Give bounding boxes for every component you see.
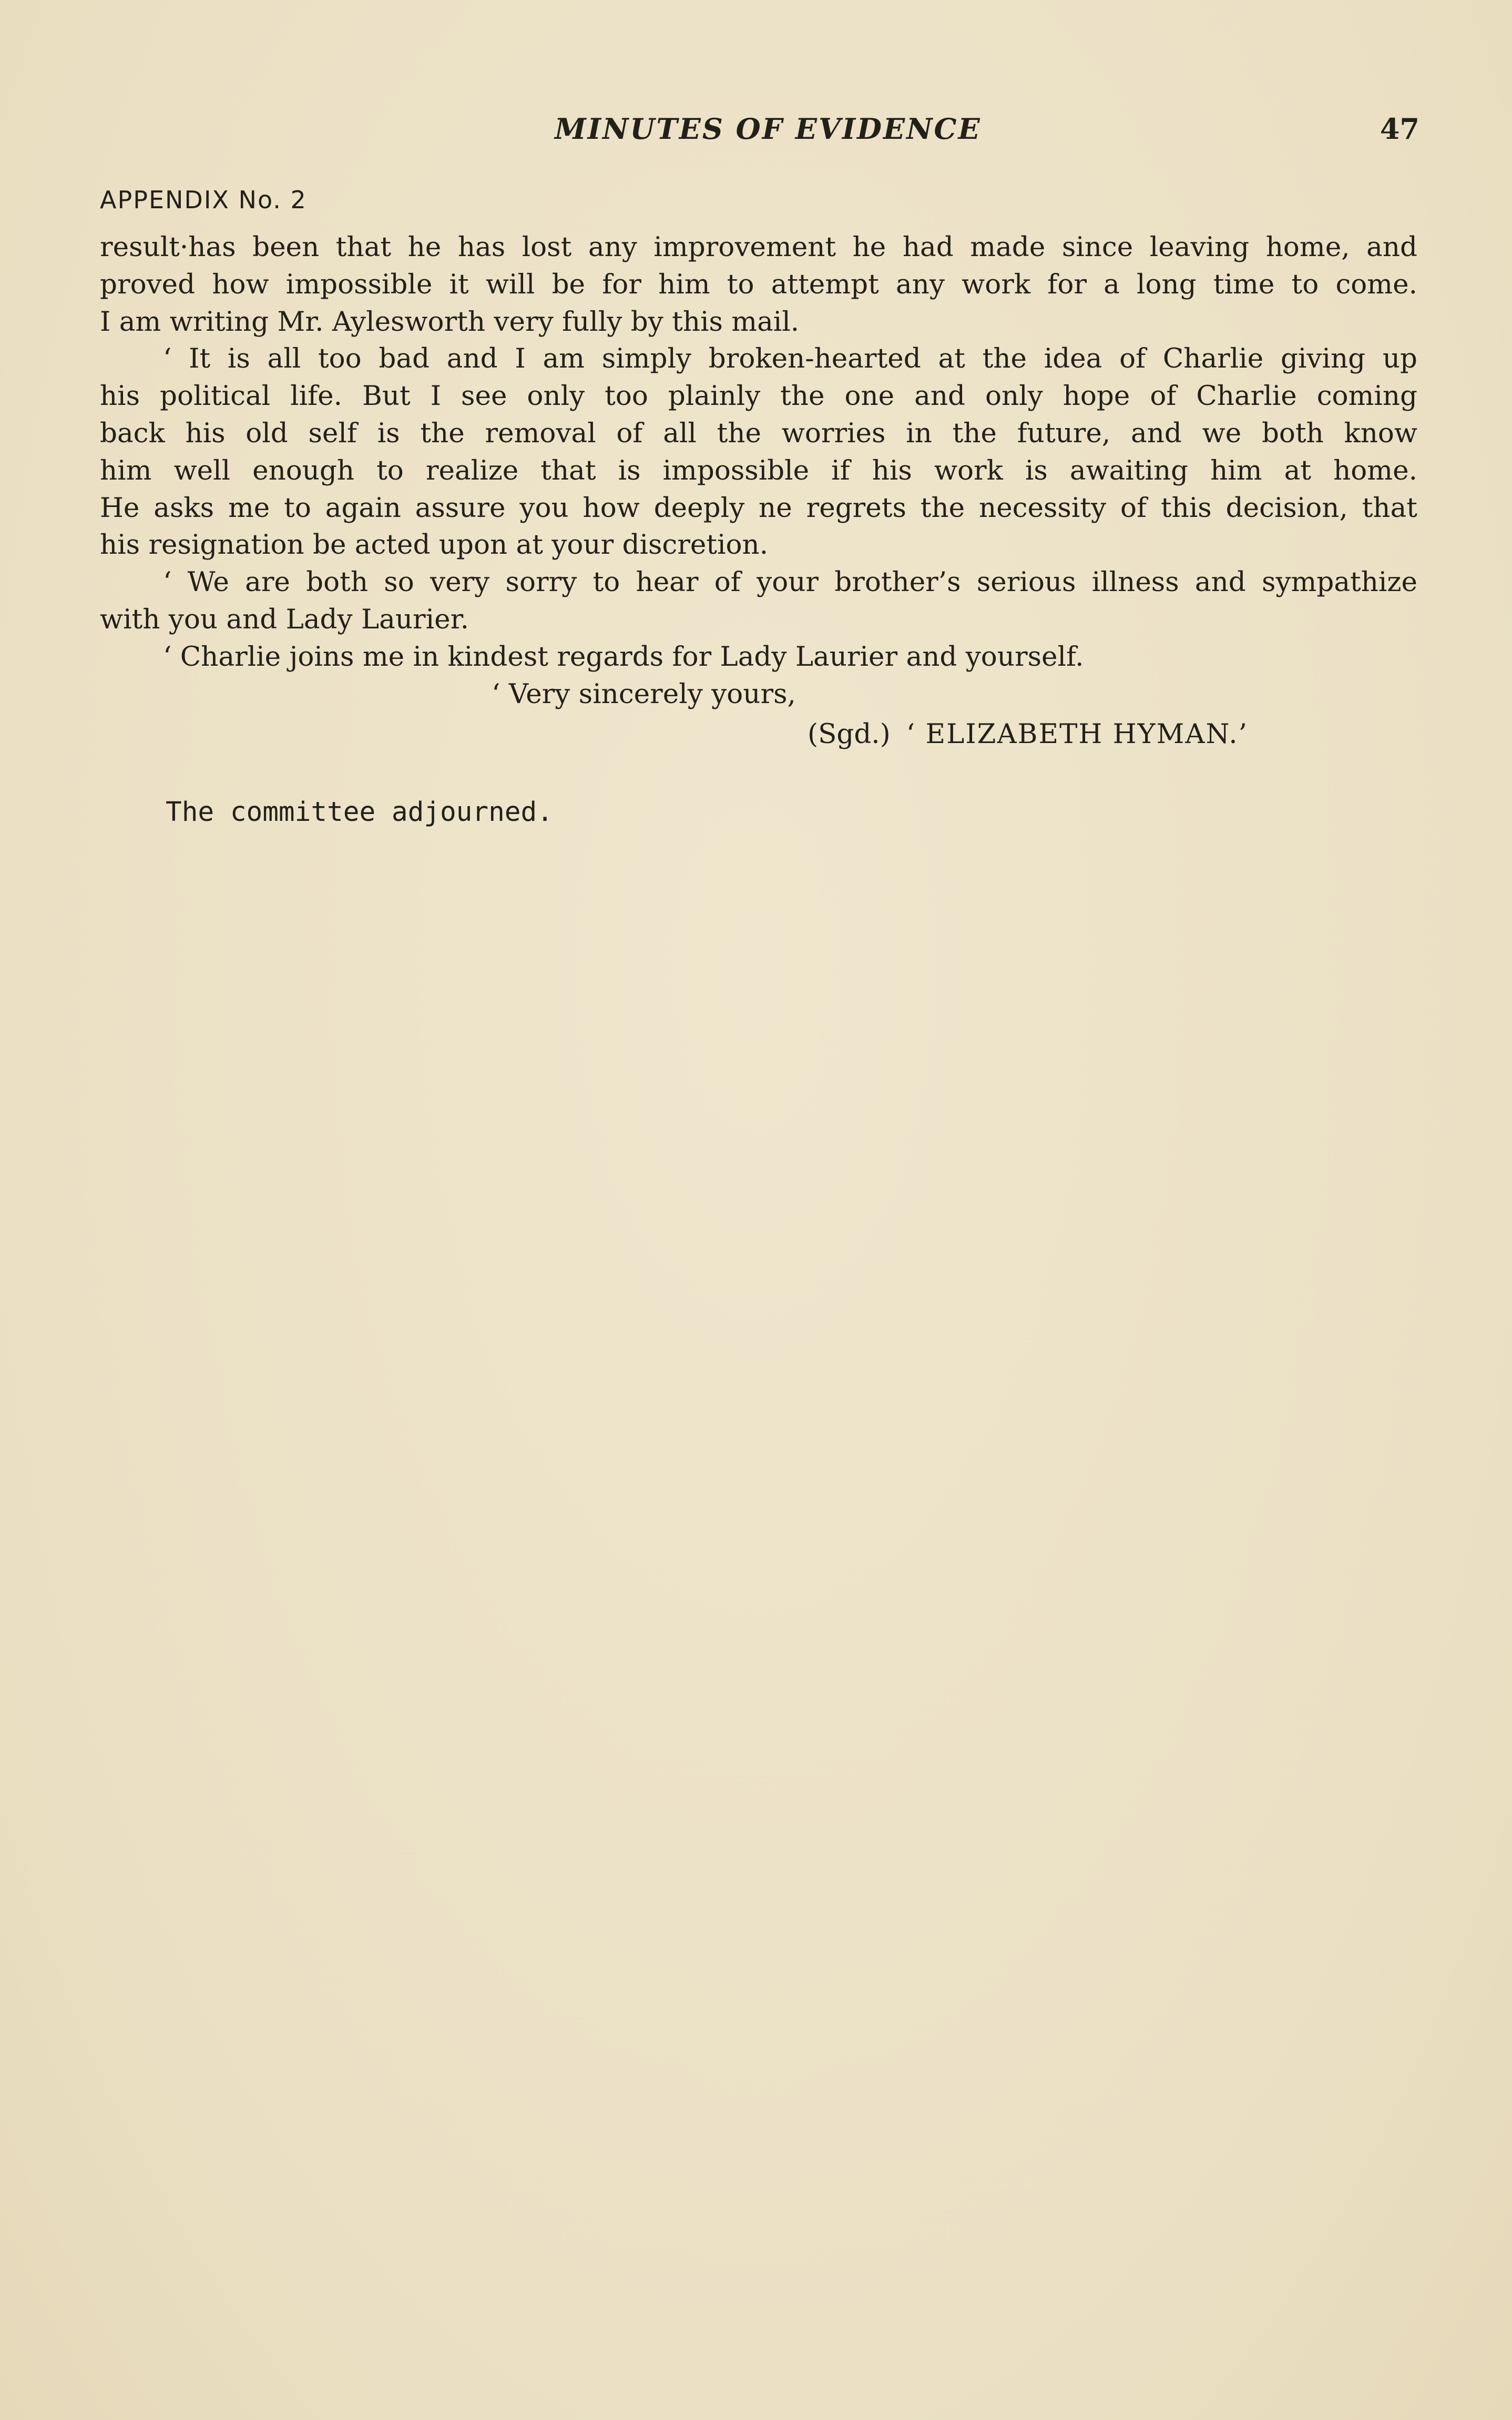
signature-line [100,716,1417,753]
text-line: ‘ Charlie joins me in kindest regards for Lady Laurier and yourself. [163,640,1084,673]
text-line: with you and Lady Laurier. [100,603,469,635]
text-line: back his old self is the removal of all the worries in the future, and we both know [100,417,1417,449]
text-line: proved how impossible it will be for him to attempt any work for a long time to come. [100,268,1417,300]
signed-marker: (Sgd.) [808,718,891,750]
text-line: ‘ We are both so very sorry to hear of your brother’s serious illness and sympathize [163,566,1417,598]
text-line: him well enough to realize that is impossible if his work is awaiting him at home. [100,454,1417,486]
running-title: MINUTES OF EVIDENCE [555,112,982,146]
signature: ‘ ELIZABETH HYMAN.’ [906,718,1249,750]
text-line: his resignation be acted upon at your discretion. [100,529,769,561]
text-line: He asks me to again assure you how deeply ne regrets the necessity of this decision, that [100,492,1417,524]
letter-body [100,229,1417,753]
text-line: his political life. But I see only too plainly the one and only hope of Charlie coming [100,380,1417,412]
text-line: result·has been that he has lost any improvement he had made since leaving home, and [100,231,1417,263]
letter-closing: ‘ Very sincerely yours, [492,678,796,710]
page-number: 47 [1380,112,1419,146]
appendix-label: APPENDIX No. 2 [100,186,307,214]
text-line: ‘ It is all too bad and I am simply broken-hearted at the idea of Charlie giving up [163,343,1417,375]
adjournment-note: The committee adjourned. [166,797,553,828]
running-header [0,108,1512,150]
text-line: I am writing Mr. Aylesworth very fully by this mail. [100,306,800,338]
